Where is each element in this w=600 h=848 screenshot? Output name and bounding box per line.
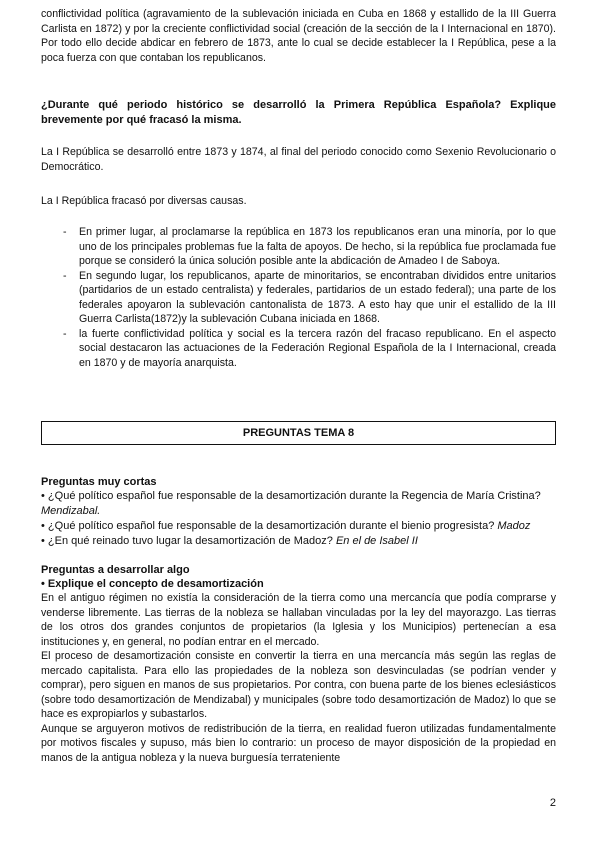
develop-section: [41, 563, 556, 765]
answer-paragraph-2: La I República fracasó por diversas causas.: [41, 195, 247, 207]
short-question-2: [41, 519, 556, 534]
develop-paragraph: En el antiguo régimen no existía la consideración de la tierra como una mercancía que podía comprarse y venderse libremente. Las tierras de la nobleza se hallaban vinculadas por la ley del mayorazgo. Las tierras de los otros dos grandes conjuntos de propietarios (la Iglesia y los Municipios) pertenecían a esa instituciones y, en general, no podían entrar en el mercado.: [41, 592, 556, 648]
develop-paragraph: El proceso de desamortización consiste en convertir la tierra en una mercancía más según las reglas de mercado capitalista. Para ello las propiedades de la nobleza son desvinculadas (se podrían vender y comprar), pero siguen en manos de sus propietarios. Por contra, con buena parte de los bienes eclesiásticos (sobre todo desamortización de Mendizabal) y municipales (sobre todo desamortización de Madoz) lo que se hace es expropiarlos y subastarlos.: [41, 650, 556, 720]
develop-subheading: • Explique el concepto de desamortización: [41, 578, 264, 590]
short-question-1: [41, 489, 556, 519]
section-title: PREGUNTAS TEMA 8: [242, 427, 355, 439]
bullet: •: [41, 490, 45, 502]
answer-text: En el de Isabel II: [335, 535, 418, 547]
bullet: •: [41, 520, 45, 532]
section-title-box: [41, 421, 556, 445]
answer-paragraph-1: La I República se desarrolló entre 1873 y 1874, al final del periodo conocido como Sexenio Revolucionario o Democrático.: [41, 146, 556, 173]
develop-paragraph: Aunque se arguyeron motivos de redistribución de la tierra, en realidad fueron utilizadas fundamentalmente por motivos fiscales y supuso, más bien lo contrario: un proceso de mayor disposición de la propiedad en manos de la antigua nobleza y la nueva burguesía terrateniente: [41, 722, 556, 764]
page-number: 2: [549, 797, 556, 809]
list-item: - En segundo lugar, los republicanos, aparte de minoritarios, se encontraban divididos entre unitarios (partidarios de un estado centralista) y federales, partidarios de un estado federal); una parte de los federales apoyaron la sublevación cantonalista de 1873. A esto hay que unir el estallido de la III Guerra Carlista(1872)y la sublevación Cubana iniciada en 1868.: [63, 269, 556, 327]
bullet: •: [41, 535, 45, 547]
answer-text: Mendizabal.: [41, 505, 101, 517]
short-question-3: [41, 534, 556, 549]
develop-heading: Preguntas a desarrollar algo: [41, 564, 190, 576]
question-text: ¿Qué político español fue responsable de la desamortización durante el bienio progresista?: [47, 520, 495, 532]
list-item: - la fuerte conflictividad política y social es la tercera razón del fracaso republicano. En el aspecto social destacaron las actuaciones de la Federación Regional Española de la I Internacional, creada en 1870 y de mayoría anarquista.: [63, 327, 556, 371]
causes-list: [63, 225, 556, 370]
answer-text: Madoz: [497, 520, 531, 532]
intro-paragraph: conflictividad política (agravamiento de la sublevación iniciada en Cuba en 1868 y estallido de la III Guerra Carlista en 1872) y por la creciente conflictividad social (creación de la sección de la I Internacional en 1870). Por todo ello decide abdicar en febrero de 1873, ante lo cual se decide establecer la I República, pese a la poca fuerza con que contaban los republicanos.: [41, 8, 556, 64]
short-questions-section: [41, 475, 556, 549]
question-text: ¿En qué reinado tuvo lugar la desamortización de Madoz?: [47, 535, 333, 547]
question-text: ¿Qué político español fue responsable de la desamortización durante la Regencia de María Cristina?: [47, 490, 541, 502]
list-item: - En primer lugar, al proclamarse la república en 1873 los republicanos eran una minoría, por lo que uno de los principales problemas fue la falta de apoyos. De hecho, si la república fue proclamada fue porque se consideró la única solución posible ante la abdicación de Amadeo I de Saboya.: [63, 225, 556, 269]
question-heading: ¿Durante qué periodo histórico se desarrolló la Primera República Española? Explique brevemente por qué fracasó la misma.: [41, 99, 556, 126]
short-questions-heading: Preguntas muy cortas: [41, 476, 157, 488]
